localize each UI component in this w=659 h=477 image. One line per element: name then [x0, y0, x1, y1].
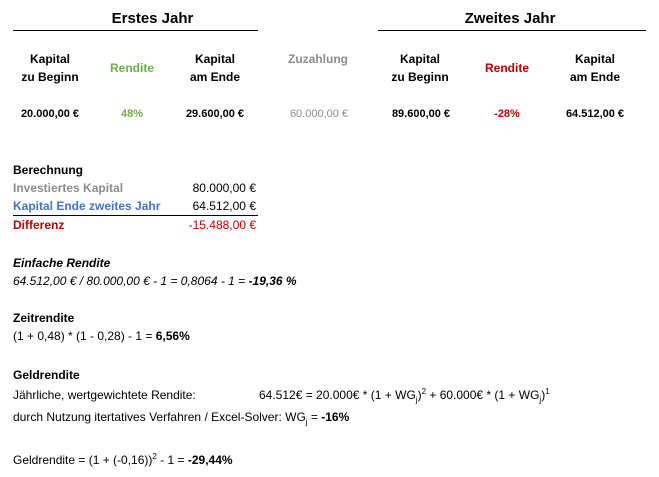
zeitrendite-formula: (1 + 0,48) * (1 - 0,28) - 1 = 6,56% — [13, 329, 190, 343]
kapital-ende-zweites-jahr-value: 64.512,00 € — [192, 199, 256, 213]
year1-kapital-beginn-value: 20.000,00 € — [20, 108, 80, 120]
einfache-rendite-formula: 64.512,00 € / 80.000,00 € - 1 = 0,8064 - 1 = -19,36 % — [13, 274, 297, 288]
geldrendite-wg-result: -16% — [321, 410, 350, 424]
investiertes-kapital-label: Investiertes Kapital — [13, 181, 124, 195]
year2-title-underline — [378, 30, 646, 31]
kapital-ende-zweites-jahr-label: Kapital Ende zweites Jahr — [13, 199, 161, 213]
year1-title-underline — [13, 30, 258, 31]
year1-kapital-beginn-header: Kapital zu Beginn — [21, 52, 79, 84]
geldrendite-line3: Geldrendite = $(1 + (-0,16))^2 - 1 = -29,44\%$ — [13, 452, 233, 467]
year2-rendite-value: -28% — [494, 108, 520, 120]
year2-kapital-beginn-header: Kapital zu Beginn — [391, 52, 449, 84]
geldrendite-line2: durch Nutzung itertatives Verfahren / Excel-Solver: $WG_j = -16\%$ — [13, 410, 350, 427]
year1-title: Erstes Jahr — [111, 10, 194, 27]
zeitrendite-result: 6,56% — [155, 329, 190, 343]
year2-kapital-beginn-value: 89.600,00 € — [391, 108, 451, 120]
year2-rendite-header: Rendite — [484, 61, 529, 75]
year1-kapital-ende-value: 29.600,00 € — [185, 108, 245, 120]
geldrendite-result: -29,44% — [187, 453, 233, 467]
investiertes-kapital-value: 80.000,00 € — [192, 181, 256, 195]
zuzahlung-value: 60.000,00 € — [289, 108, 349, 120]
year2-title: Zweites Jahr — [464, 10, 556, 27]
differenz-label: Differenz — [13, 218, 65, 232]
year1-rendite-value: 48% — [120, 108, 144, 120]
year1-rendite-header: Rendite — [109, 61, 154, 75]
zeitrendite-title: Zeitrendite — [13, 311, 75, 325]
year1-kapital-ende-header: Kapital am Ende — [189, 52, 240, 84]
einfache-rendite-title: Einfache Rendite — [13, 256, 111, 270]
zuzahlung-header: Zuzahlung — [288, 52, 348, 66]
berechnung-sum-line — [13, 215, 258, 216]
geldrendite-title: Geldrendite — [13, 368, 80, 382]
differenz-value: -15.488,00 € — [188, 218, 256, 232]
year2-kapital-ende-value: 64.512,00 € — [565, 108, 625, 120]
einfache-rendite-result: -19,36 % — [248, 274, 297, 288]
berechnung-title: Berechnung — [13, 163, 84, 177]
geldrendite-line1-label: Jährliche, wertgewichtete Rendite: — [13, 388, 196, 402]
geldrendite-equation: 64.512€ = 20.000€ * $(1 + WG_j)^2$ + 60.000€ * $(1 + WG_j)^1$ — [259, 387, 550, 405]
year2-kapital-ende-header: Kapital am Ende — [569, 52, 620, 84]
